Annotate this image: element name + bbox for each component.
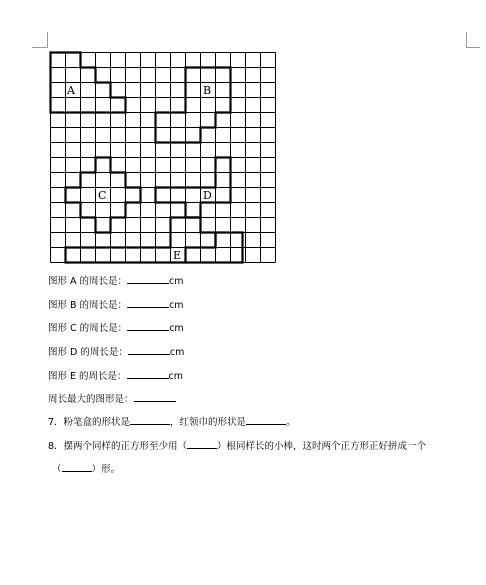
unit-e: cm bbox=[168, 371, 184, 382]
q8-blank-1[interactable] bbox=[187, 438, 217, 449]
question-7 bbox=[48, 414, 296, 429]
perimeter-question-a bbox=[48, 273, 184, 288]
largest-prefix: 周长最大的图形是： bbox=[48, 394, 134, 405]
answer-blank-b[interactable] bbox=[127, 297, 169, 308]
q8-text-2a: （ bbox=[52, 464, 62, 475]
perimeter-question-d bbox=[48, 344, 184, 359]
unit-c: cm bbox=[169, 323, 184, 334]
question-8-line-1 bbox=[48, 438, 426, 453]
q7-text-3: 。 bbox=[286, 417, 296, 428]
answer-blank-largest[interactable] bbox=[134, 391, 176, 402]
label-a: A bbox=[67, 84, 75, 97]
answer-blank-a[interactable] bbox=[127, 273, 169, 284]
q8-blank-2[interactable] bbox=[62, 461, 92, 472]
label-d: D bbox=[203, 189, 212, 202]
perimeter-question-e bbox=[48, 368, 183, 383]
perimeter-question-b bbox=[48, 297, 184, 312]
perimeter-prefix-a: 图形 A 的周长是： bbox=[48, 276, 128, 287]
answer-blank-e[interactable] bbox=[127, 368, 169, 379]
unit-a: cm bbox=[169, 276, 184, 287]
unit-b: cm bbox=[169, 300, 184, 311]
grid-lines bbox=[51, 53, 276, 263]
grid-figure bbox=[0, 0, 486, 280]
perimeter-prefix-e: 图形 E 的周长是： bbox=[48, 371, 127, 382]
answer-blank-d[interactable] bbox=[128, 344, 170, 355]
answer-blank-c[interactable] bbox=[127, 320, 169, 331]
label-c: C bbox=[98, 189, 107, 202]
largest-perimeter-question bbox=[48, 391, 176, 406]
q7-blank-2[interactable] bbox=[246, 414, 286, 425]
perimeter-question-c bbox=[48, 320, 184, 335]
perimeter-prefix-c: 图形 C 的周长是： bbox=[48, 323, 128, 334]
q7-text-2: ，红领巾的形状是 bbox=[170, 417, 247, 428]
q8-text-1b: ）根同样长的小棒，这时两个正方形正好拼成一个 bbox=[217, 441, 427, 452]
question-8-line-2 bbox=[52, 461, 120, 476]
q8-text-1a: 8．摆两个同样的正方形至少用（ bbox=[48, 441, 188, 452]
label-e: E bbox=[173, 249, 182, 262]
q8-text-2b: ）形。 bbox=[91, 464, 121, 475]
perimeter-prefix-d: 图形 D 的周长是： bbox=[48, 347, 128, 358]
q7-text-1: 7．粉笔盒的形状是 bbox=[48, 417, 131, 428]
shape-b bbox=[156, 68, 231, 143]
perimeter-prefix-b: 图形 B 的周长是： bbox=[48, 300, 128, 311]
q7-blank-1[interactable] bbox=[130, 414, 170, 425]
label-b: B bbox=[203, 84, 212, 97]
unit-d: cm bbox=[169, 347, 185, 358]
